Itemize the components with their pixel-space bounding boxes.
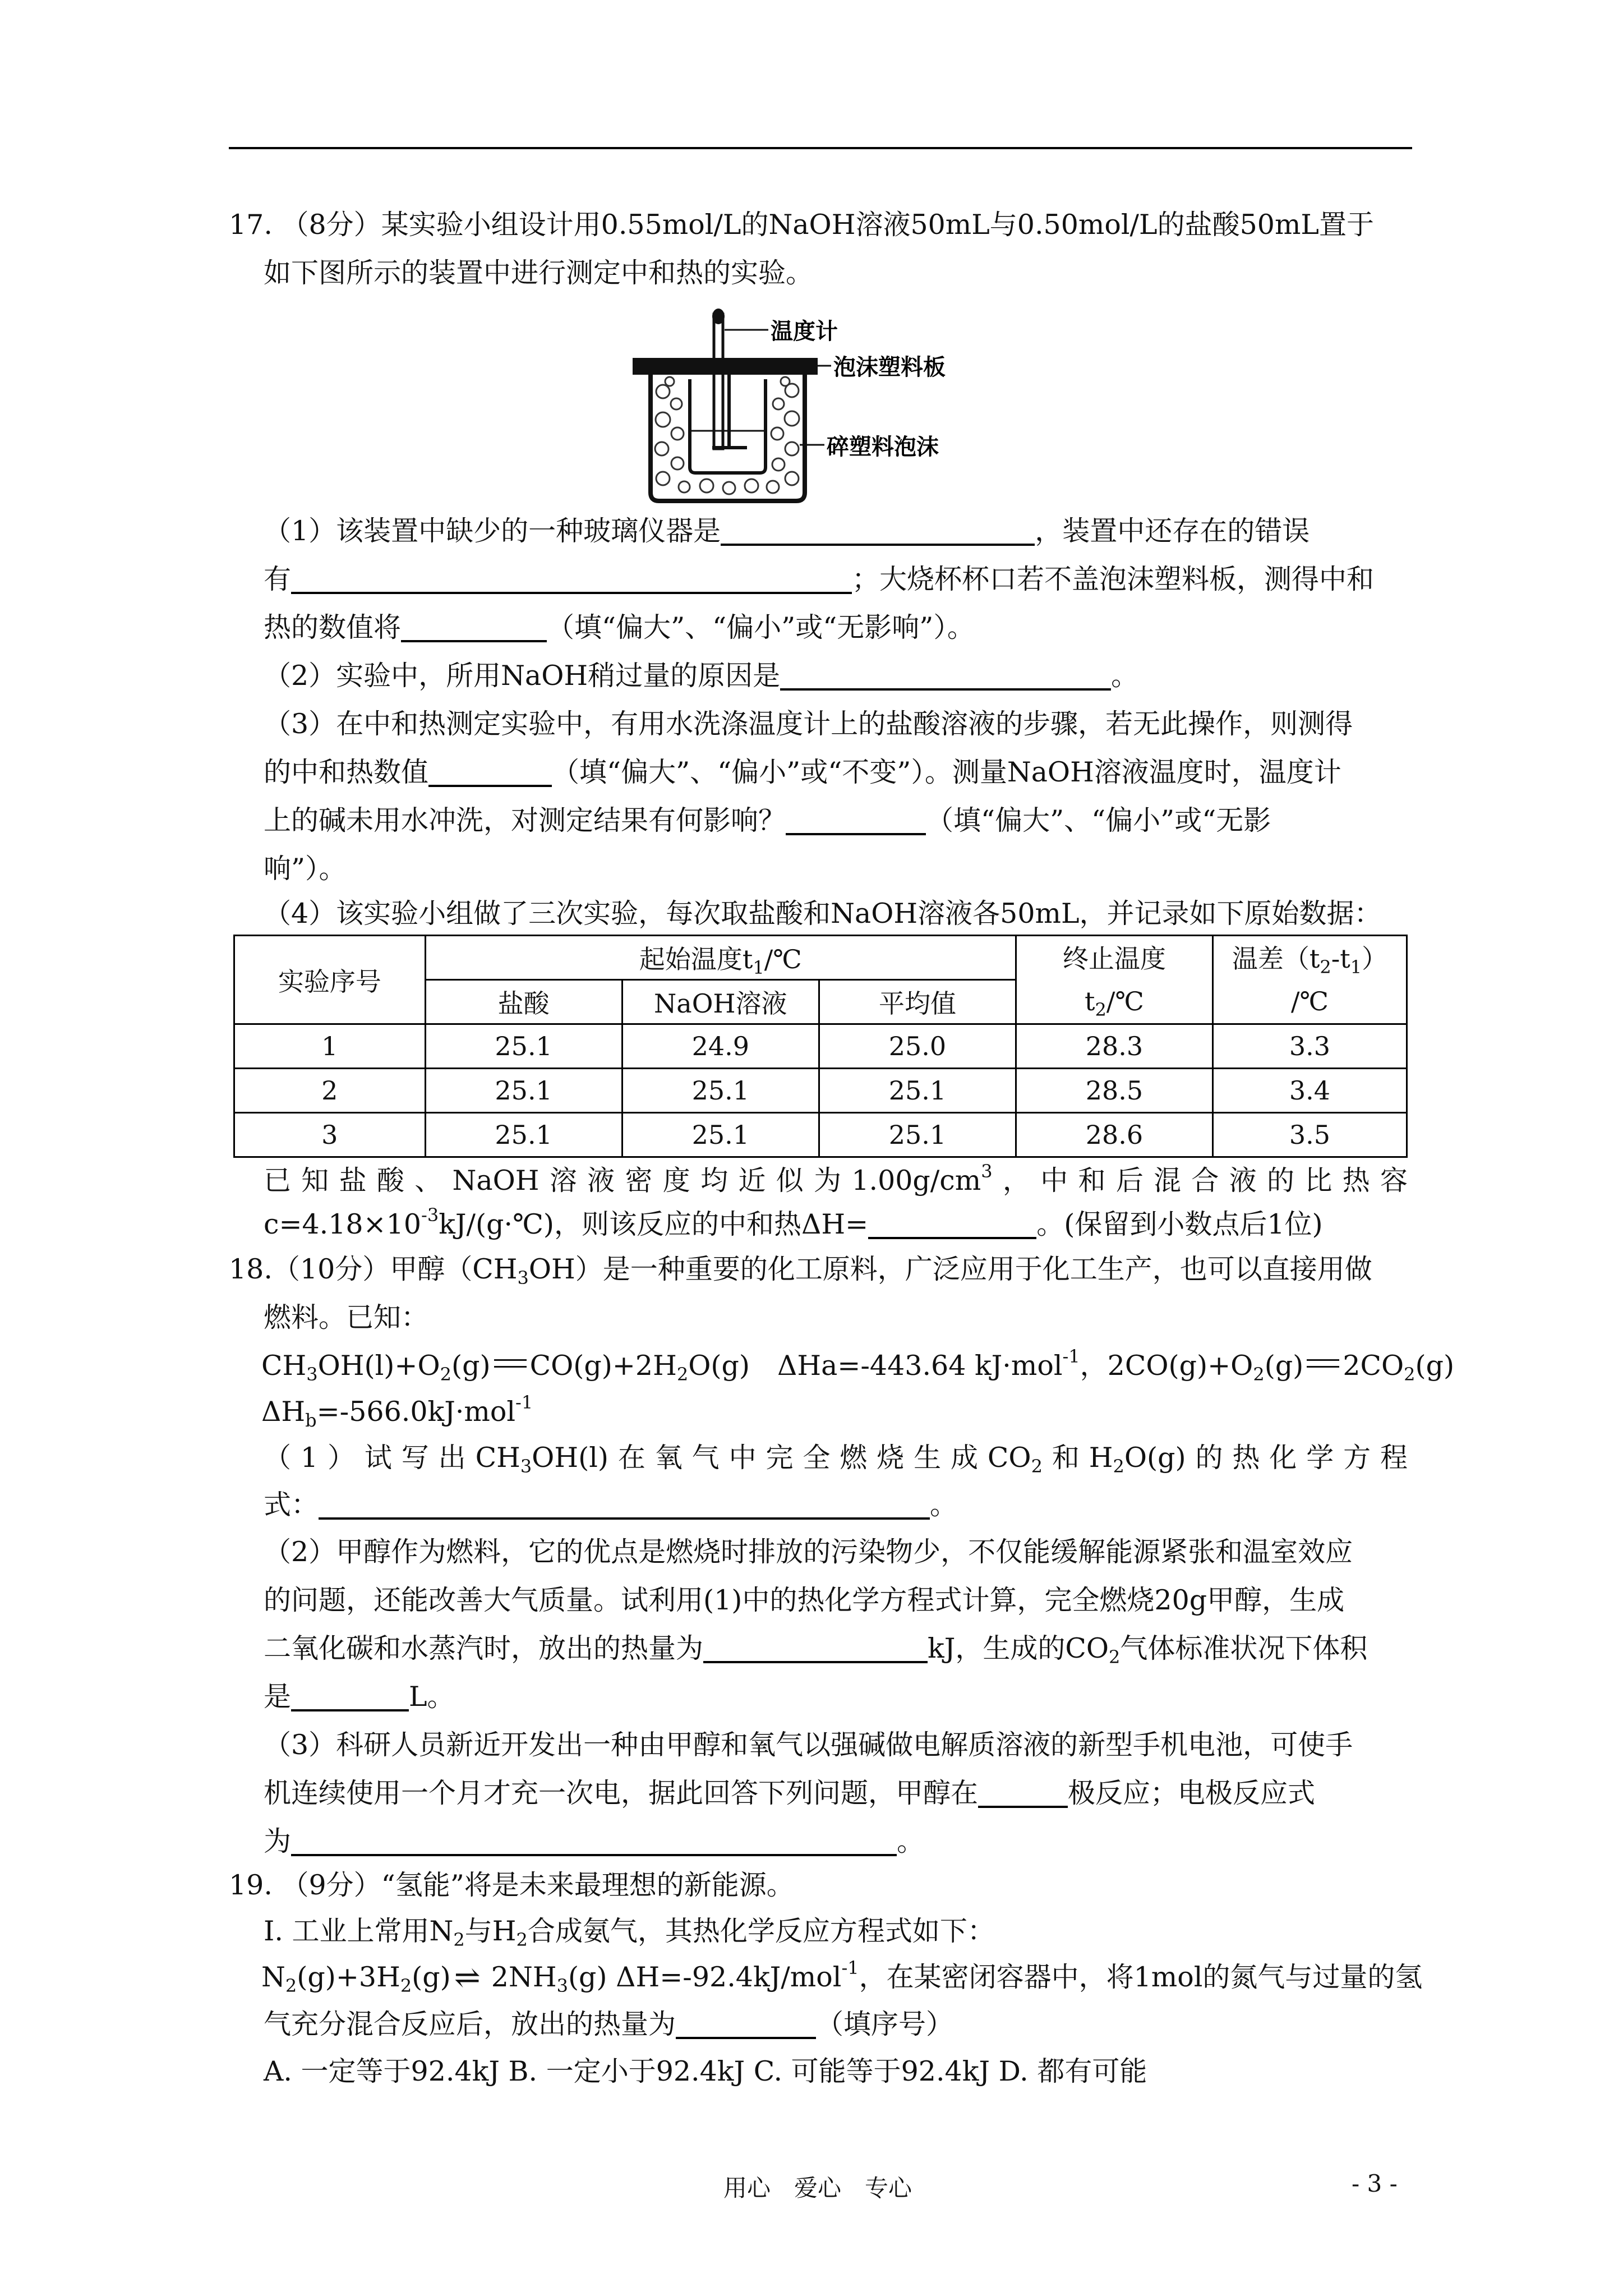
table-cell: 25.1 bbox=[622, 1069, 819, 1113]
blank-thermo-equation[interactable] bbox=[319, 1486, 930, 1520]
q17-heading: 17. （8分）某实验小组设计用0.55mol/L的NaOH溶液50mL与0.50mol/L的盐酸50mL置于 bbox=[229, 209, 1374, 241]
th-temp-diff: 温差$(t_2-t_1)$ /℃ bbox=[1212, 936, 1407, 1024]
q18-heading: 18.（10分）甲醇$(CH_3OH)$是一种重要的化工原料，广泛应用于化工生产，也可以直接用做 bbox=[229, 1253, 1372, 1289]
table-cell: 25.1 bbox=[622, 1113, 819, 1157]
q17-part3-line2: 的中和热数值 （填“偏大”、“偏小”或“不变”）。测量NaOH溶液温度时，温度计 bbox=[264, 748, 1408, 797]
table-cell: 3.3 bbox=[1212, 1024, 1407, 1069]
th-hcl: 盐酸 bbox=[425, 980, 622, 1024]
q18-part1-line1: （1）试写出$CH_3OH(l)$在氧气中完全燃烧生成$CO_2$和$H_2O(g)$的热化学方程 bbox=[264, 1442, 1408, 1477]
foam-board-shape bbox=[633, 358, 818, 375]
table-cell: 3 bbox=[234, 1113, 426, 1157]
q19-heading: 19. （9分）“氢能”将是未来最理想的新能源。 bbox=[229, 1869, 794, 1901]
q18-part2-line3: 二氧化碳和水蒸汽时，放出的热量为 kJ，生成的$CO_2$气体标准状况下体积 bbox=[264, 1625, 1408, 1673]
q18-part3-line2: 机连续使用一个月才充一次电，据此回答下列问题，甲醇在 极反应；电极反应式 bbox=[264, 1769, 1408, 1818]
q17-part3-line3: 上的碱未用水冲洗，对测定结果有何影响？ （填“偏大”、“偏小”或“无影 bbox=[264, 797, 1408, 845]
table-row bbox=[234, 1113, 1407, 1157]
table-row bbox=[234, 1069, 1407, 1113]
blank-heat-released[interactable] bbox=[703, 1630, 928, 1663]
q17-part2: （2）实验中，所用NaOH稍过量的原因是 。 bbox=[264, 652, 1408, 700]
q17-part1-line3: 热的数值将 （填“偏大”、“偏小”或“无影响”）。 bbox=[264, 604, 1408, 652]
q18-part3-line1: （3）科研人员新近开发出一种由甲醇和氧气以强碱做电解质溶液的新型手机电池，可使手 bbox=[264, 1729, 1353, 1761]
q17-part4-density: 已知盐酸、NaOH溶液密度均近似为$1.00g/cm^3$，中和后混合液的比热容 bbox=[264, 1161, 1408, 1197]
table-cell: 28.5 bbox=[1016, 1069, 1212, 1113]
blank-electrode[interactable] bbox=[978, 1774, 1068, 1808]
q17-part1-line1: （1）该装置中缺少的一种玻璃仪器是 ，装置中还存在的错误 bbox=[264, 507, 1408, 555]
calorimeter-figure bbox=[628, 307, 987, 509]
blank-wash-effect[interactable] bbox=[428, 753, 552, 787]
blank-heat-choice[interactable] bbox=[676, 2005, 816, 2039]
blank-electrode-equation[interactable] bbox=[291, 1823, 897, 1856]
table-cell: 28.6 bbox=[1016, 1113, 1212, 1157]
th-naoh: NaOH溶液 bbox=[622, 980, 819, 1024]
q17-part3-line1: （3）在中和热测定实验中，有用水洗涤温度计上的盐酸溶液的步骤，若无此操作，则测得 bbox=[264, 708, 1353, 740]
q19-part1: Ⅰ. 工业上常用$N_2$与$H_2$合成氨气，其热化学反应方程式如下： bbox=[264, 1915, 995, 1950]
table-cell: 25.1 bbox=[425, 1113, 622, 1157]
table-cell: 25.1 bbox=[819, 1113, 1016, 1157]
table-cell: 1 bbox=[234, 1024, 426, 1069]
equals-sign bbox=[1303, 1356, 1343, 1373]
blank-co2-volume[interactable] bbox=[291, 1678, 409, 1711]
table-cell: 3.5 bbox=[1212, 1113, 1407, 1157]
label-foam-pieces: 碎塑料泡沫 bbox=[827, 434, 939, 460]
th-seq: 实验序号 bbox=[234, 936, 426, 1024]
q18-part1-line2: 式： 。 bbox=[264, 1481, 1408, 1529]
q18-part2-line1: （2）甲醇作为燃料，它的优点是燃烧时排放的污染物少，不仅能缓解能源紧张和温室效应 bbox=[264, 1536, 1353, 1568]
th-avg: 平均值 bbox=[819, 980, 1016, 1024]
q18-heading-cont: 燃料。已知： bbox=[264, 1301, 429, 1333]
page-number: - 3 - bbox=[1352, 2170, 1398, 2197]
q17-part3-line4: 响”）。 bbox=[264, 853, 347, 885]
reversible-arrow-icon bbox=[451, 1968, 491, 1985]
blank-missing-instrument[interactable] bbox=[721, 512, 1035, 546]
blank-device-error[interactable] bbox=[291, 560, 852, 594]
q19-options: A. 一定等于92.4kJ B. 一定小于92.4kJ C. 可能等于92.4kJ D. 都有可能 bbox=[264, 2055, 1147, 2087]
table-cell: 2 bbox=[234, 1069, 426, 1113]
th-start-temp: 起始温度$t_1/℃$ bbox=[425, 936, 1016, 980]
q19-part1-line2: 气充分混合反应后，放出的热量为 （填序号） bbox=[264, 2000, 1408, 2049]
blank-lid-effect[interactable] bbox=[401, 609, 547, 642]
blank-delta-h[interactable] bbox=[868, 1205, 1036, 1239]
th-end-temp: 终止温度 $t_2/℃$ bbox=[1016, 936, 1212, 1024]
blank-naoh-excess-reason[interactable] bbox=[780, 657, 1111, 691]
label-foam-board: 泡沫塑料板 bbox=[833, 355, 946, 380]
q17-part4-answer: $c=4.18\times 10^{-3}kJ/(g\cdot℃)$，则该反应的中和热ΔH= 。(保留到小数点后1位) bbox=[264, 1204, 1323, 1240]
q17-heading-cont: 如下图所示的装置中进行测定中和热的实验。 bbox=[264, 257, 814, 289]
q18-part3-line3: 为 。 bbox=[264, 1818, 1408, 1866]
label-thermometer: 温度计 bbox=[771, 319, 838, 344]
q18-part2-line4: 是 L。 bbox=[264, 1673, 1408, 1721]
foam-pieces bbox=[655, 377, 799, 494]
header-rule bbox=[229, 147, 1412, 149]
thermometer-shape bbox=[714, 314, 723, 449]
q19-equation: $N_2(g)+3H_2(g)\rightleftharpoons$ $2NH_3(g)$ ΔH=-92.4kJ/mol$^{-1}$，在某密闭容器中，将1mol的氮气与过量的氢 bbox=[261, 1953, 1422, 2001]
table-cell: 25.1 bbox=[819, 1069, 1016, 1113]
data-table bbox=[233, 935, 1408, 1158]
blank-base-residue-effect[interactable] bbox=[786, 802, 926, 835]
table-cell: 3.4 bbox=[1212, 1069, 1407, 1113]
table-cell: 28.3 bbox=[1016, 1024, 1212, 1069]
table-cell: 24.9 bbox=[622, 1024, 819, 1069]
table-cell: 25.1 bbox=[425, 1024, 622, 1069]
q18-equation-2: $\Delta H_b=-566.0kJ\cdot mol^{-1}$ bbox=[261, 1392, 533, 1431]
table-cell: 25.0 bbox=[819, 1024, 1016, 1069]
q18-equation-1: $CH_3OH(l)+O_2(g)$ $CO(g)+2H_2O(g)$ ΔHa=-443.64 kJ·mol$^{-1}$，$2CO(g)+O_2(g)$ $2CO_2(g)$ bbox=[261, 1346, 1455, 1385]
q17-part1-line2: 有 ；大烧杯杯口若不盖泡沫塑料板，测得中和 bbox=[264, 555, 1408, 604]
q17-part4: （4）该实验小组做了三次实验，每次取盐酸和NaOH溶液各50mL，并记录如下原始数据： bbox=[264, 898, 1382, 930]
footer-motto: 用心 爱心 专心 bbox=[723, 2174, 912, 2202]
q18-part2-line2: 的问题，还能改善大气质量。试利用(1)中的热化学方程式计算，完全燃烧20g甲醇，生成 bbox=[264, 1584, 1345, 1616]
table-row bbox=[234, 1024, 1407, 1069]
equals-sign bbox=[491, 1356, 530, 1373]
table-cell: 25.1 bbox=[425, 1069, 622, 1113]
